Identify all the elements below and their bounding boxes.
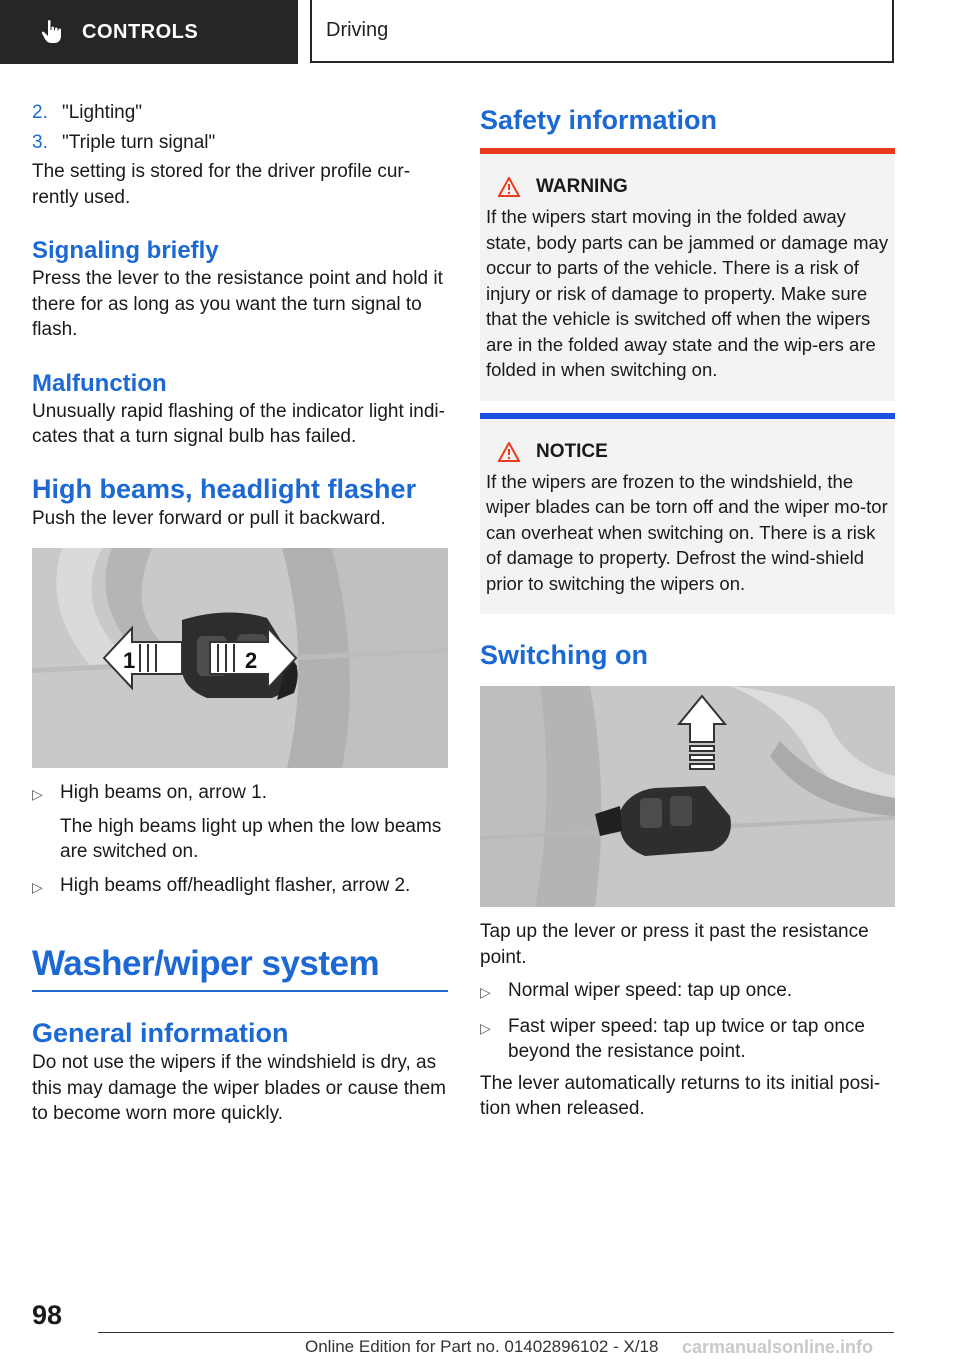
warning-callout	[480, 148, 895, 401]
tap-text: Tap up the lever or press it past the resistance point.	[480, 921, 869, 968]
list-number: 2.	[32, 102, 48, 123]
list-text: "Lighting"	[62, 102, 143, 123]
triangle-bullet-icon: ▷	[480, 984, 491, 1000]
right-column	[480, 100, 895, 1122]
triangle-bullet-icon: ▷	[32, 878, 43, 895]
highbeams-heading: High beams, headlight flasher	[32, 473, 417, 504]
hand-pointer-icon	[38, 18, 66, 46]
page-number: 98	[32, 1300, 63, 1330]
bullet-item	[480, 1014, 895, 1065]
warning-triangle-icon	[498, 177, 520, 197]
triangle-bullet-icon: ▷	[480, 1019, 491, 1036]
section-tab[interactable]	[0, 0, 298, 64]
highbeam-lever-figure	[32, 548, 448, 768]
warning-text: If the wipers start moving in the folded away state, body parts can be jammed or damage may occur to parts of the vehicle. There is a risk of injury or risk of damage to property. Make sure that the vehicle is switched off when the wipers are in the folded away state and the wip-ers are folded in when switching on.	[486, 206, 889, 380]
notice-text: If the wipers are frozen to the windshield, the wiper blades can be torn off and the wiper mo-tor can overheat when switching on. There is a risk of damage to property. Defrost the wind-shield prior to switching the wipers on.	[486, 470, 888, 594]
bullet-subtext: The high beams light up when the low beams are switched on.	[60, 815, 442, 862]
malfunction-heading: Malfunction	[32, 369, 167, 397]
notice-label: NOTICE	[536, 440, 608, 462]
malfunction-text: Unusually rapid flashing of the indicator light indi-cates that a turn signal bulb has failed.	[32, 400, 445, 447]
footer-divider	[98, 1332, 894, 1333]
bullet-text: High beams on, arrow 1.	[60, 782, 267, 803]
safety-heading: Safety information	[480, 105, 718, 135]
wiper-lever-figure	[480, 686, 895, 907]
section-label: CONTROLS	[82, 20, 199, 43]
notice-title	[498, 441, 889, 463]
washer-wiper-heading: Washer/wiper system	[32, 944, 448, 992]
bullet-text: Fast wiper speed: tap up twice or tap once beyond the resistance point.	[508, 1015, 865, 1062]
warning-title	[498, 176, 889, 198]
chapter-label: Driving	[326, 19, 389, 41]
bullet-text: High beams off/headlight flasher, arrow 2.	[60, 874, 411, 896]
general-info-text: Do not use the wipers if the windshield is dry, as this may damage the wiper blades or cause them to become worn more quickly.	[32, 1052, 446, 1124]
footer-edition: Online Edition for Part no. 01402896102 - X/18	[305, 1337, 659, 1356]
stored-text: The setting is stored for the driver profile cur-rently used.	[32, 161, 411, 208]
left-column	[32, 100, 448, 1127]
watermark: carmanualsonline.info	[682, 1337, 874, 1357]
general-info-heading: General information	[32, 1018, 289, 1048]
notice-callout	[480, 413, 895, 615]
list-item	[32, 100, 448, 126]
return-text: The lever automatically returns to its initial posi-tion when released.	[480, 1072, 881, 1119]
highbeams-text: Push the lever forward or pull it backward.	[32, 507, 386, 529]
bullet-text: Normal wiper speed: tap up once.	[508, 980, 793, 1001]
list-text: "Triple turn signal"	[62, 131, 216, 153]
signaling-text: Press the lever to the resistance point and hold it there for as long as you want the turn signal to flash.	[32, 268, 443, 340]
bullet-item	[480, 978, 895, 1006]
signaling-heading: Signaling briefly	[32, 237, 219, 264]
list-item	[32, 130, 448, 156]
notice-triangle-icon	[498, 442, 520, 462]
arrow-label-2: 2	[245, 648, 258, 673]
triangle-bullet-icon: ▷	[32, 786, 43, 802]
chapter-tab[interactable]	[310, 0, 894, 63]
bullet-item	[32, 873, 448, 901]
list-number: 3.	[32, 131, 48, 153]
bullet-item	[32, 780, 448, 865]
arrow-label-1: 1	[123, 648, 136, 673]
switching-on-heading: Switching on	[480, 640, 648, 670]
warning-label: WARNING	[536, 176, 628, 197]
